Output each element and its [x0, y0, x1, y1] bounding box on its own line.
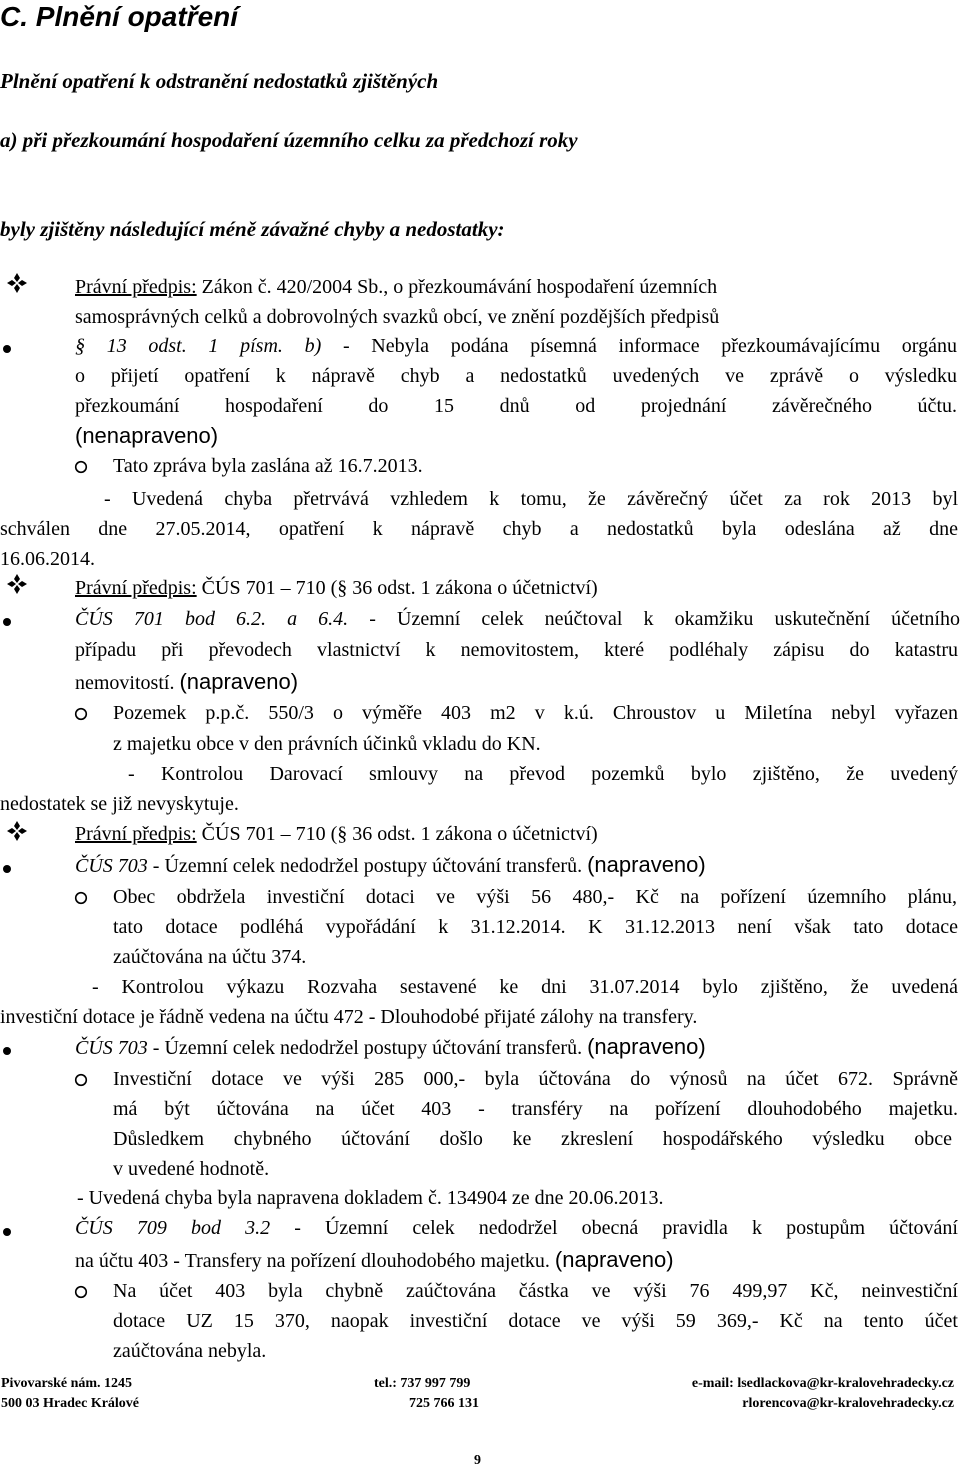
subheading-2: a) při přezkoumání hospodaření územního celku za předchozí roky: [0, 128, 578, 152]
section-2-title: [75, 575, 960, 601]
finding-sentence: - Územní celek neúčtoval k okamžiku uskutečnění účetního: [348, 608, 960, 630]
hollow-circle-icon: [74, 1285, 88, 1304]
sub-item-cont: zaúčtována na účtu 374.: [113, 946, 307, 968]
legal-basis-text: Zákon č. 420/2004 Sb., o přezkoumávání hospodaření územních: [196, 276, 718, 298]
finding-text: [75, 606, 960, 632]
hollow-circle-icon: [74, 707, 88, 726]
filled-circle-icon: [2, 1224, 12, 1242]
footer-phone-2: 725 766 131: [409, 1396, 479, 1411]
status-badge: (napraveno): [587, 852, 706, 877]
sub-item: Obec obdržela investiční dotaci ve výši 56 480,- Kč na pořízení územního plánu,: [113, 886, 957, 908]
filled-circle-icon: [2, 341, 12, 359]
filled-circle-icon: [2, 1043, 12, 1061]
filled-circle-icon: [2, 614, 12, 632]
sub-item: Pozemek p.p.č. 550/3 o výměře 403 m2 v k.ú. Chroustov u Miletína nebyl vyřazen: [113, 702, 958, 724]
note: - Uvedená chyba přetrvává vzhledem k tomu, že závěrečný účet za rok 2013 byl: [104, 488, 958, 510]
note-cont: schválen dne 27.05.2014, opatření k nápravě chyb a nedostatků byla odeslána až dne: [0, 518, 958, 540]
note: - Uvedená chyba byla napravena dokladem č. 134904 ze dne 20.06.2013.: [77, 1187, 664, 1209]
sub-item-cont: z majetku obce v den právních účinků vkladu do KN.: [113, 733, 541, 755]
finding-text-cont: [75, 669, 960, 696]
finding-text: [75, 852, 960, 879]
page-title: C. Plnění opatření: [0, 1, 239, 32]
status-badge: (napraveno): [179, 669, 299, 694]
note-cont: nedostatek se již nevyskytuje.: [0, 793, 239, 815]
finding-sentence: - Nebyla podána písemná informace přezkoumávajícímu orgánu: [321, 335, 957, 357]
note: - Kontrolou Darovací smlouvy na převod pozemků bylo zjištěno, že uvedený: [128, 763, 958, 785]
footer-address-line-1: Pivovarské nám. 1245: [1, 1376, 133, 1391]
hollow-circle-icon: [74, 460, 88, 479]
hollow-circle-icon: [74, 1073, 88, 1092]
diamond-four-icon: [4, 571, 30, 602]
section-1-title: [75, 274, 960, 300]
status-badge: (napraveno): [587, 1034, 706, 1059]
legal-basis-text: ČÚS 701 – 710 (§ 36 odst. 1 zákona o účetnictví): [196, 823, 598, 845]
filled-circle-icon: [2, 861, 12, 879]
sub-item-cont: v uvedené hodnotě.: [113, 1158, 270, 1180]
page-number: 9: [474, 1453, 481, 1468]
finding-reference: ČÚS 709 bod 3.2: [75, 1217, 271, 1239]
finding-reference: ČÚS 703: [75, 1037, 148, 1059]
sub-item: Na účet 403 byla chybně zaúčtována částka ve výši 76 499,97 Kč, neinvestiční: [113, 1280, 958, 1302]
sub-item: Investiční dotace ve výši 285 000,- byla účtována do výnosů na účet 672. Správně: [113, 1068, 958, 1090]
footer-email-2: rlorencova@kr-kralovehradecky.cz: [742, 1396, 954, 1411]
finding-text-cont: případu při převodech vlastnictví k nemovitostem, které podléhaly zápisu do katastru: [75, 639, 958, 661]
finding-reference: § 13 odst. 1 písm. b): [75, 335, 322, 357]
finding-text-cont: přezkoumání hospodaření do 15 dnů od projednání závěrečného účtu.: [75, 395, 957, 417]
sub-item-cont: dotace UZ 15 370, naopak investiční dotace ve výši 59 369,- Kč na tento účet: [113, 1310, 958, 1332]
finding-sentence: - Územní celek nedodržel obecná pravidla k postupům účtování: [270, 1217, 958, 1239]
sub-item-cont: zaúčtována nebyla.: [113, 1340, 267, 1362]
legal-basis-text-cont: samosprávných celků a dobrovolných svazků obcí, ve znění pozdějších předpisů: [75, 306, 720, 328]
finding-text-cont: [75, 1247, 960, 1274]
status-badge: (napraveno): [554, 1247, 674, 1272]
sub-item-cont: má být účtována na účet 403 - transféry na pořízení dlouhodobého majetku.: [113, 1098, 958, 1120]
legal-basis-label: Právní předpis:: [75, 577, 197, 599]
legal-basis-label: Právní předpis:: [75, 276, 197, 298]
status-badge: (nenapraveno): [75, 423, 219, 448]
note: - Kontrolou výkazu Rozvaha sestavené ke dni 31.07.2014 bylo zjištěno, že uvedená: [92, 976, 958, 998]
legal-basis-label: Právní předpis:: [75, 823, 197, 845]
finding-reference: ČÚS 703: [75, 855, 148, 877]
diamond-four-icon: [4, 270, 30, 301]
finding-text: [75, 1215, 958, 1241]
finding-sentence: - Územní celek nedodržel postupy účtování transferů.: [147, 855, 588, 877]
subheading-1: Plnění opatření k odstranění nedostatků zjištěných: [0, 69, 439, 93]
note-cont: investiční dotace je řádně vedena na účtu 472 - Dlouhodobé přijaté zálohy na transfery.: [0, 1006, 698, 1028]
finding-sentence: nemovitostí.: [75, 672, 180, 694]
legal-basis-text: ČÚS 701 – 710 (§ 36 odst. 1 zákona o účetnictví): [196, 577, 598, 599]
finding-text: [75, 333, 957, 359]
footer-email-1: e-mail: lsedlackova@kr-kralovehradecky.cz: [691, 1376, 954, 1391]
finding-sentence: - Územní celek nedodržel postupy účtování transferů.: [147, 1037, 588, 1059]
sub-item: Tato zpráva byla zaslána až 16.7.2013.: [113, 455, 423, 477]
diamond-four-icon: [4, 818, 30, 849]
sub-item-cont: Důsledkem chybného účtování došlo ke zkreslení hospodářského výsledku obce: [113, 1128, 952, 1150]
finding-reference: ČÚS 701 bod 6.2. a 6.4.: [75, 608, 349, 630]
finding-text-cont: o přijetí opatření k nápravě chyb a nedostatků uvedených ve zprávě o výsledku: [75, 365, 957, 387]
sub-item-cont: tato dotace podléhá vypořádání k 31.12.2014. K 31.12.2013 není však tato dotace: [113, 916, 958, 938]
section-3-title: [75, 821, 960, 847]
hollow-circle-icon: [74, 891, 88, 910]
finding-text: [75, 1034, 960, 1061]
note-cont: 16.06.2014.: [0, 548, 95, 570]
subheading-3: byly zjištěny následující méně závažné chyby a nedostatky:: [0, 217, 505, 241]
finding-sentence: na účtu 403 - Transfery na pořízení dlouhodobého majetku.: [75, 1250, 555, 1272]
footer-phone-1: tel.: 737 997 799: [374, 1376, 471, 1391]
footer-address-line-2: 500 03 Hradec Králové: [1, 1396, 140, 1411]
